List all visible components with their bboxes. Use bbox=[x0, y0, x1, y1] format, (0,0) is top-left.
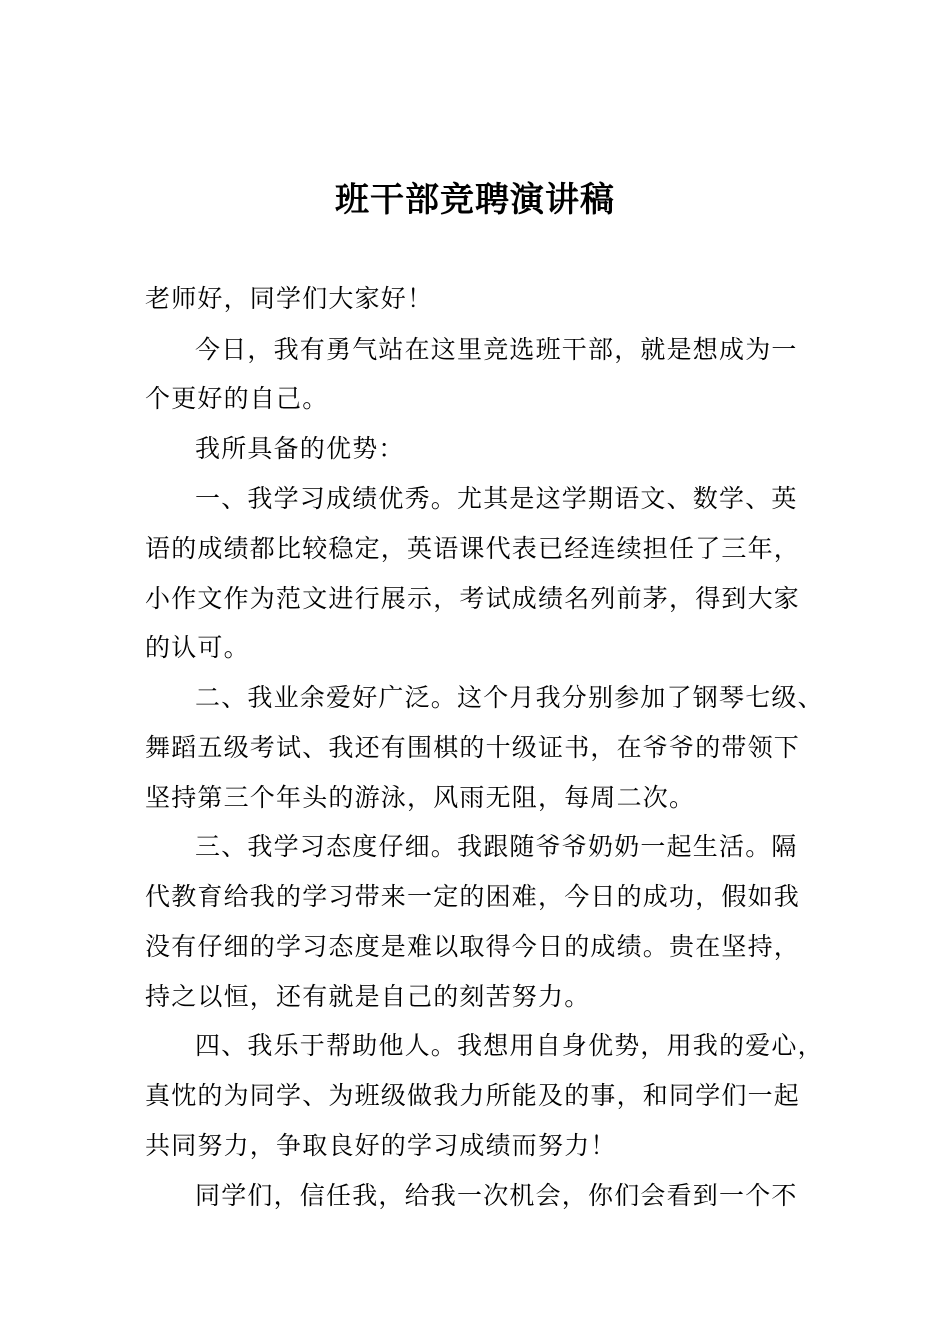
greeting-line: 老师好，同学们大家好！ bbox=[145, 284, 434, 313]
paragraph-line: 的认可。 bbox=[145, 633, 250, 662]
paragraph-line: 持之以恒，还有就是自己的刻苦努力。 bbox=[145, 982, 591, 1011]
paragraph-line: 我所具备的优势： bbox=[195, 434, 405, 463]
paragraph-line: 真忱的为同学、为班级做我力所能及的事，和同学们一起 bbox=[145, 1081, 801, 1110]
paragraph-line: 三、我学习态度仔细。我跟随爷爷奶奶一起生活。隔 bbox=[195, 832, 798, 861]
paragraph-line: 今日，我有勇气站在这里竞选班干部，就是想成为一 bbox=[195, 335, 798, 364]
paragraph-line: 小作文作为范文进行展示，考试成绩名列前茅，得到大家 bbox=[145, 584, 801, 613]
document-title: 班干部竞聘演讲稿 bbox=[335, 180, 615, 220]
paragraph-line: 没有仔细的学习态度是难以取得今日的成绩。贵在坚持， bbox=[145, 932, 801, 961]
paragraph-line: 坚持第三个年头的游泳，风雨无阻，每周二次。 bbox=[145, 783, 696, 812]
paragraph-line: 四、我乐于帮助他人。我想用自身优势，用我的爱心， bbox=[195, 1031, 824, 1060]
paragraph-line: 个更好的自己。 bbox=[145, 384, 329, 413]
paragraph-line: 语的成绩都比较稳定，英语课代表已经连续担任了三年， bbox=[145, 534, 801, 563]
paragraph-line: 同学们，信任我，给我一次机会，你们会看到一个不 bbox=[195, 1181, 798, 1210]
paragraph-line: 一、我学习成绩优秀。尤其是这学期语文、数学、英 bbox=[195, 484, 798, 513]
paragraph-line: 舞蹈五级考试、我还有围棋的十级证书，在爷爷的带领下 bbox=[145, 733, 801, 762]
paragraph-line: 代教育给我的学习带来一定的困难，今日的成功，假如我 bbox=[145, 882, 801, 911]
paragraph-line: 共同努力，争取良好的学习成绩而努力！ bbox=[145, 1131, 617, 1160]
paragraph-line: 二、我业余爱好广泛。这个月我分别参加了钢琴七级、 bbox=[195, 683, 824, 712]
